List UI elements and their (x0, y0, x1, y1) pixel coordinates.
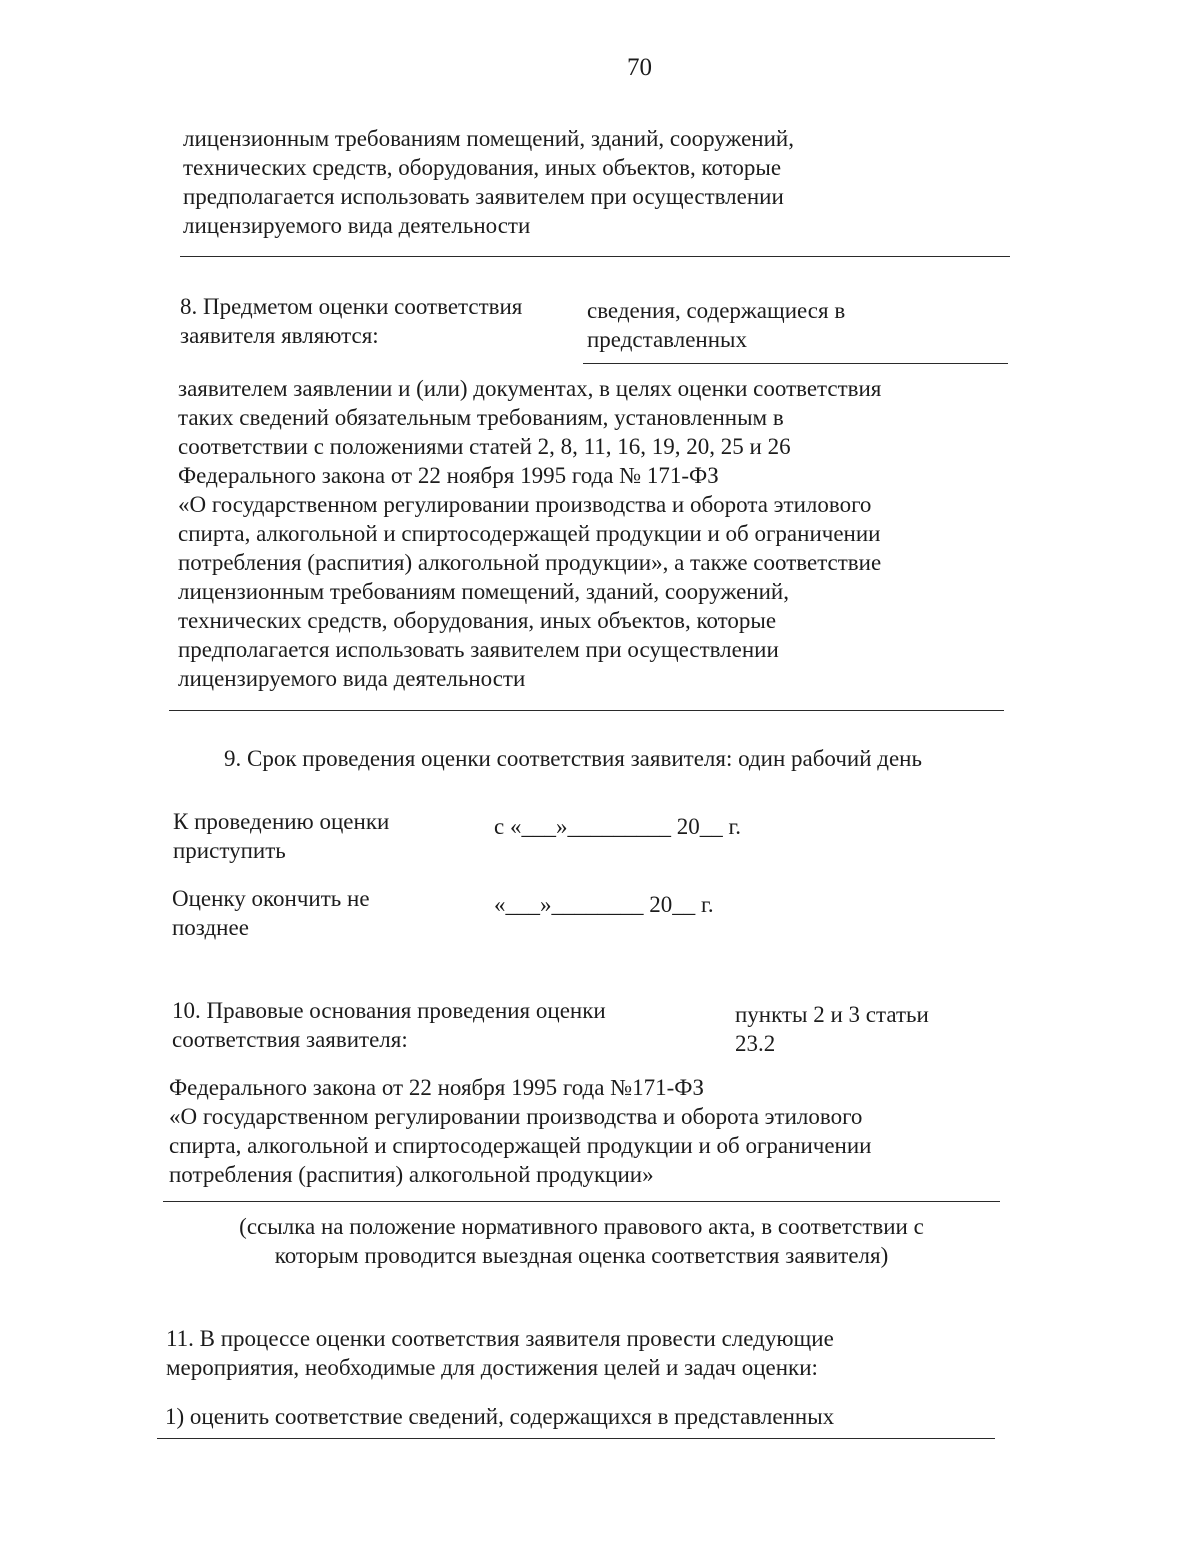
text-line: лицензионным требованиям помещений, зданий, сооружений, (178, 579, 789, 604)
text-line: 8. Предметом оценки соответствия (180, 294, 523, 319)
section8-value (587, 296, 845, 354)
text-line: потребления (распития) алкогольной продукции», а также соответствие (178, 550, 882, 575)
text-line: (ссылка на положение нормативного правового акта, в соответствии с (239, 1214, 924, 1239)
text-line: «О государственном регулировании производства и оборота этилового (178, 492, 872, 517)
underline (180, 256, 1010, 257)
text-line: соответствия заявителя: (172, 1027, 408, 1052)
underline (583, 363, 1008, 364)
section11-item1: 1) оценить соответствие сведений, содержащихся в представленных (165, 1404, 835, 1429)
text-line: мероприятия, необходимые для достижения целей и задач оценки: (166, 1355, 818, 1380)
text-line: 11. В процессе оценки соответствия заявителя провести следующие (166, 1326, 834, 1351)
text-line: спирта, алкогольной и спиртосодержащей продукции и об ограничении (178, 521, 881, 546)
text-line: позднее (172, 915, 249, 940)
page-number: 70 (627, 54, 652, 81)
text-line: приступить (173, 838, 286, 863)
top-continuation-text (183, 124, 794, 240)
text-line: технических средств, оборудования, иных объектов, которые (183, 155, 782, 180)
text-line: лицензируемого вида деятельности (183, 213, 531, 238)
section11-intro (166, 1324, 834, 1382)
text-line: спирта, алкогольной и спиртосодержащей продукции и об ограничении (169, 1133, 872, 1158)
underline (169, 710, 1004, 711)
underline (157, 1438, 995, 1439)
text-line: потребления (распития) алкогольной продукции» (169, 1162, 654, 1187)
text-line: заявителем заявлении и (или) документах, в целях оценки соответствия (178, 376, 882, 401)
section10-body (169, 1073, 871, 1189)
text-line: представленных (587, 327, 747, 352)
text-line: 10. Правовые основания проведения оценки (172, 998, 606, 1023)
text-line: таких сведений обязательным требованиям, установленным в (178, 405, 784, 430)
text-line: 23.2 (735, 1031, 776, 1056)
text-line: заявителя являются: (180, 323, 379, 348)
text-line: пункты 2 и 3 статьи (735, 1002, 929, 1027)
text-line: К проведению оценки (173, 809, 390, 834)
text-line: лицензионным требованиям помещений, зданий, сооружений, (183, 126, 794, 151)
section10-value (735, 1000, 929, 1058)
text-line: технических средств, оборудования, иных объектов, которые (178, 608, 777, 633)
text-line: Федерального закона от 22 ноября 1995 года № 171-ФЗ (178, 463, 719, 488)
text-line: которым проводится выездная оценка соответствия заявителя) (274, 1243, 889, 1268)
section9-end-date: «___»________ 20__ г. (494, 892, 714, 917)
underline (163, 1201, 1000, 1202)
text-line: Федерального закона от 22 ноября 1995 года №171-ФЗ (169, 1075, 704, 1100)
section8-label (180, 292, 522, 350)
text-line: предполагается использовать заявителем при осуществлении (178, 637, 779, 662)
section9-end-label (172, 884, 370, 942)
section9-term: 9. Срок проведения оценки соответствия заявителя: один рабочий день (224, 746, 922, 771)
section9-start-date: с «___»_________ 20__ г. (494, 814, 742, 839)
text-line: предполагается использовать заявителем при осуществлении (183, 184, 784, 209)
section9-start-label (173, 807, 389, 865)
text-line: лицензируемого вида деятельности (178, 666, 526, 691)
section10-footnote (163, 1212, 1000, 1270)
text-line: соответствии с положениями статей 2, 8, 11, 16, 19, 20, 25 и 26 (178, 434, 791, 459)
section8-body (178, 374, 881, 693)
section10-label (172, 996, 606, 1054)
text-line: «О государственном регулировании производства и оборота этилового (169, 1104, 863, 1129)
text-line: Оценку окончить не (172, 886, 370, 911)
text-line: сведения, содержащиеся в (587, 298, 846, 323)
